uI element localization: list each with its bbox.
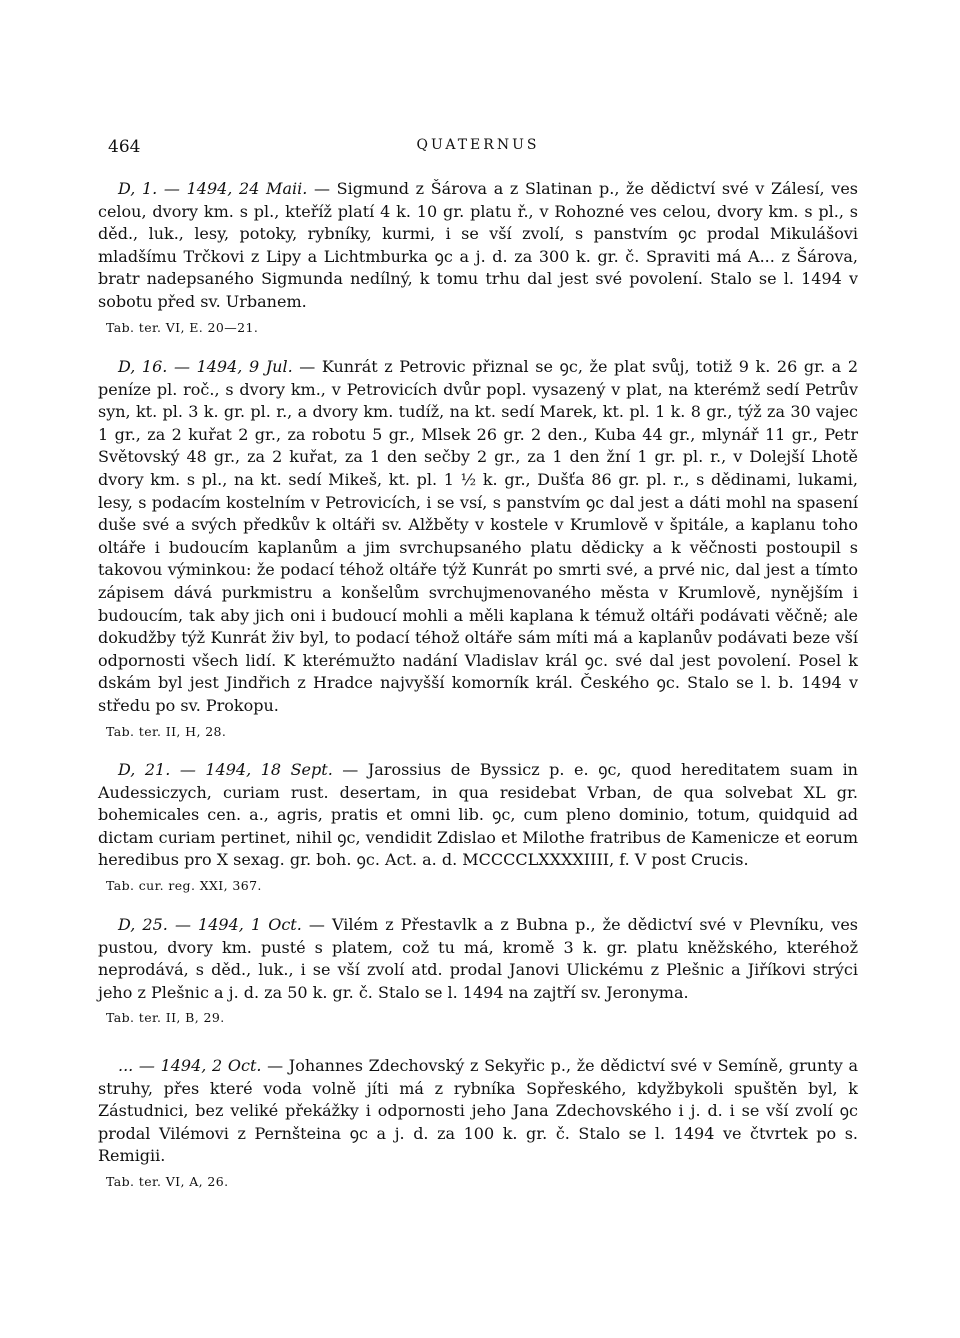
- entry-text: [98, 1055, 858, 1168]
- entry-heading: D, 1. — 1494, 24 Maii.: [118, 179, 308, 198]
- source-reference: Tab. ter. II, H, 28.: [106, 723, 227, 739]
- entry-1: [98, 178, 858, 335]
- entry-text: [98, 178, 858, 314]
- source-reference: Tab. ter. II, B, 29.: [106, 1010, 225, 1026]
- entry-2: [98, 356, 858, 739]
- entry-3: [98, 759, 858, 893]
- entry-heading: D, 25. — 1494, 1 Oct.: [118, 915, 302, 934]
- entry-text: [98, 914, 858, 1004]
- running-head: [98, 137, 858, 161]
- source-reference: Tab. cur. reg. XXI, 367.: [106, 877, 262, 893]
- page-number: 464: [108, 137, 141, 157]
- entry-4: [98, 914, 858, 1025]
- entry-body: — Vilém z Přestavlk a z Bubna p., že dědictví své v Plevníku, ves pustou, dvory km. pusté s platem, což tu má, kromě 3 k. gr. platu kněžského, kteréhož neprodává, s děd., luk., i se vší zvolí atd. prodal Janovi Ulickému z Plešnic a Jiříkovi strýci jeho z Plešnic a j. d. za 50 k. gr. č. Stalo se l. 1494 na zajtří sv. Jeronyma.: [98, 915, 859, 1002]
- running-title: QUATERNUS: [416, 137, 540, 153]
- entry-text: [98, 759, 858, 872]
- entry-heading: D, 16. — 1494, 9 Jul.: [118, 357, 293, 376]
- entry-body: — Kunrát z Petrovic přiznal se ꝯc, že plat svůj, totiž 9 k. 26 gr. a 2 peníze pl. roč., s dvory km., v Petrovicích dvůr popl. vysazený v plat, na kterémž sedí Petrův syn, kt. pl. 3 k. gr. pl. r., a dvory km. tudíž, na kt. sedí Marek, kt. pl. 1 k. 8 gr., týž za 30 vajec 1 gr., za 2 kuřat 2 gr., za robotu 5 gr., Mlsek 26 gr. 2 den., Kuba 44 gr., mlynář 11 gr., Petr Světovský 48 gr., za 2 kuřat, za 1 den sečby 2 gr., za 1 den žní 1 gr. pl. r., v Dolejší Lhotě dvory km. s pl., na kt. sedí Mikeš, kt. pl. 1 ½ k. gr., Dušťa 86 gr. pl. r., s dědinami, lukami, lesy, s podacím kostelním v Petrovicích, i se vsí, s panstvím ꝯc dal jest a dáti mohl na spasení duše své a svých předkův k oltáři sv. Alžběty v kostele v Krumlově v špitále, a kaplanu toho oltáře i budoucím kaplanům a jim svrchupsaného platu dědicky a k věčnosti postoupil s takovou výminkou: že podací téhož oltáře týž Kunrát po smrti své, a prvé nic, dal jest a tímto zápisem dává purkmistru a konšelům svrchujmenovaného města v Krumlově, nynějším i budoucím, tak aby jich oni i budoucí mohli a měli kaplana k témuž oltáři podávati věčně; ale dokudžby týž Kunrát živ byl, to podací téhož oltáře sám míti má a kaplanův podávati beze vší odpornosti všech lidí. K kterémužto nadání Vladislav král ꝯc. své dal jest povolení. Posel k dskám byl jest Jindřich z Hradce najvyšší komorník král. Českého ꝯc. Stalo se l. b. 1494 v středu po sv. Prokopu.: [98, 357, 858, 715]
- entry-5: [98, 1055, 858, 1189]
- entry-body: — Sigmund z Šárova a z Slatinan p., že dědictví své v Zálesí, ves celou, dvory km. s pl., kteříž platí 4 k. 10 gr. platu ř., v Rohozné ves celou, dvory km. s pl., s děd., luk., lesy, potoky, rybníky, kurmi, i se vší zvolí, s panstvím ꝯc prodal Mikulášovi mladšímu Trčkovi z Lipy a Lichtmburka ꝯc a j. d. za 300 k. gr. č. Spraviti má A... z Šárova, bratr nadepsaného Sigmunda nedílný, k tomu trhu dal jest své povolení. Stalo se l. 1494 v sobotu před sv. Urbanem.: [98, 179, 858, 311]
- source-reference: Tab. ter. VI, E. 20—21.: [106, 319, 259, 335]
- entry-body: — Jarossius de Byssicz p. e. ꝯc, quod hereditatem suam in Audessiczych, curiam rust. desertam, in qua residebat Vrban, de qua solvebat XL gr. bohemicales cen. a., agris, pratis et omni lib. ꝯc, cum pleno dominio, totum, quidquid ad dictam curiam pertinet, nihil ꝯc, vendidit Zdislao et Milothe fratribus de Kamenicze et eorum heredibus pro X sexag. gr. boh. ꝯc. Act. a. d. MCCCCLXXXXIIII, f. V post Crucis.: [98, 760, 858, 870]
- entry-heading: ... — 1494, 2 Oct.: [118, 1056, 262, 1075]
- source-reference: Tab. ter. VI, A, 26.: [106, 1173, 229, 1189]
- entry-text: [98, 356, 858, 718]
- entry-heading: D, 21. — 1494, 18 Sept.: [118, 760, 333, 779]
- entry-body: — Johannes Zdechovský z Sekyřic p., že dědictví své v Semíně, grunty a struhy, přes které voda volně jíti má z rybníka Sopřeského, kdyžbykoli spuštěn byl, k Zástudnici, bez veliké překážky i odpornosti jeho Jana Zdechovského i j. d. i se vší zvolí ꝯc prodal Vilémovi z Pernšteina ꝯc a j. d. za 100 k. gr. č. Stalo se l. 1494 ve čtvrtek po s. Remigii.: [98, 1056, 858, 1166]
